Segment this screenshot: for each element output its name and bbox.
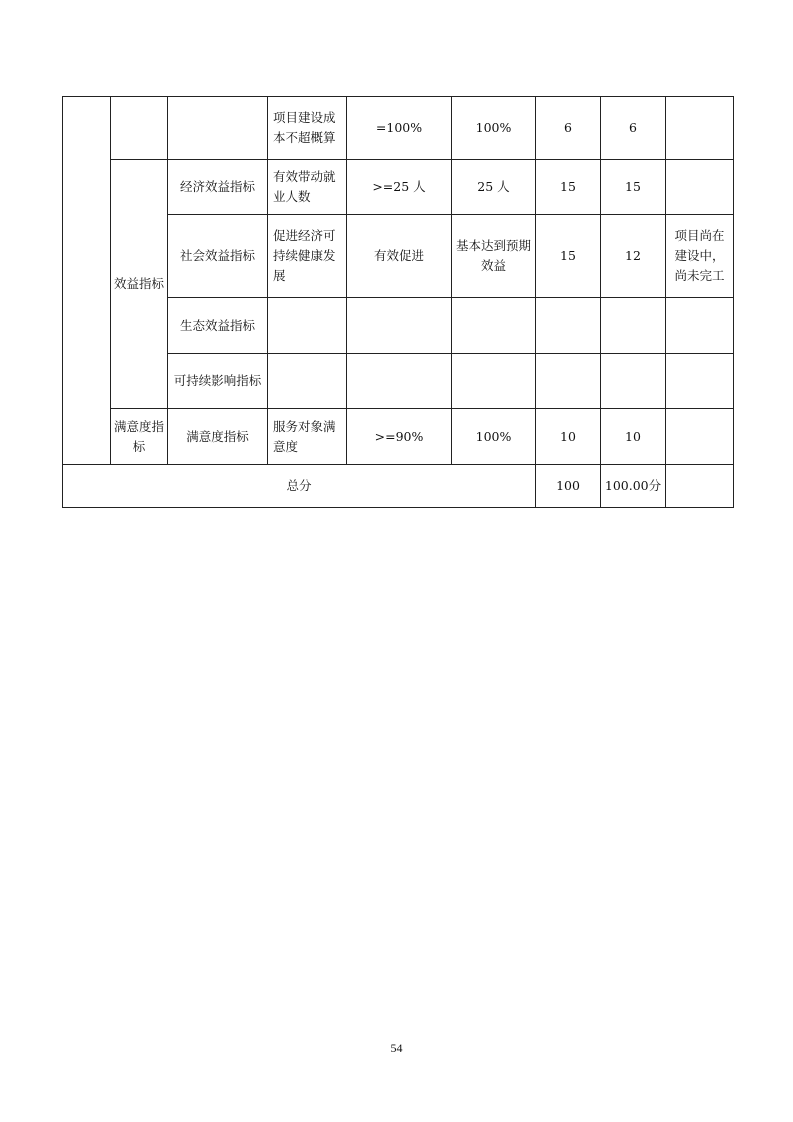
indicator-cell xyxy=(268,298,347,354)
score-cell xyxy=(601,354,666,409)
target-cell: >=90% xyxy=(347,409,452,465)
actual-cell: 25 人 xyxy=(452,160,536,215)
score-cell: 6 xyxy=(601,97,666,160)
weight-cell: 15 xyxy=(536,215,601,298)
level3-cell: 社会效益指标 xyxy=(168,215,268,298)
table-row-satisfaction xyxy=(63,409,734,465)
weight-cell: 10 xyxy=(536,409,601,465)
level2-cell-blank xyxy=(111,97,168,160)
score-cell: 12 xyxy=(601,215,666,298)
actual-cell xyxy=(452,298,536,354)
total-weight-cell: 100 xyxy=(536,465,601,508)
score-cell: 15 xyxy=(601,160,666,215)
weight-cell xyxy=(536,298,601,354)
performance-evaluation-table xyxy=(62,96,734,508)
indicator-cell: 促进经济可持续健康发展 xyxy=(268,215,347,298)
indicator-cell xyxy=(268,354,347,409)
score-cell xyxy=(601,298,666,354)
level3-cell: 经济效益指标 xyxy=(168,160,268,215)
satisfaction-group-cell: 满意度指标 xyxy=(111,409,168,465)
note-cell: 项目尚在建设中，尚未完工 xyxy=(666,215,734,298)
level3-cell: 满意度指标 xyxy=(168,409,268,465)
table-row-economic xyxy=(63,160,734,215)
weight-cell: 15 xyxy=(536,160,601,215)
target-cell xyxy=(347,354,452,409)
total-note-cell xyxy=(666,465,734,508)
indicator-cell: 有效带动就业人数 xyxy=(268,160,347,215)
level1-cell-blank xyxy=(63,97,111,465)
total-label-cell: 总分 xyxy=(63,465,536,508)
level3-cell: 生态效益指标 xyxy=(168,298,268,354)
page-number: 54 xyxy=(390,1041,403,1055)
note-cell xyxy=(666,160,734,215)
table-row-total xyxy=(63,465,734,508)
score-cell: 10 xyxy=(601,409,666,465)
actual-cell xyxy=(452,354,536,409)
total-score-cell: 100.00分 xyxy=(601,465,666,508)
weight-cell: 6 xyxy=(536,97,601,160)
indicator-cell: 服务对象满意度 xyxy=(268,409,347,465)
note-cell xyxy=(666,354,734,409)
actual-cell: 基本达到预期效益 xyxy=(452,215,536,298)
target-cell xyxy=(347,298,452,354)
actual-cell: 100% xyxy=(452,97,536,160)
weight-cell xyxy=(536,354,601,409)
target-cell: 有效促进 xyxy=(347,215,452,298)
table-row-cost xyxy=(63,97,734,160)
benefit-group-cell: 效益指标 xyxy=(111,160,168,409)
note-cell xyxy=(666,409,734,465)
level3-cell: 可持续影响指标 xyxy=(168,354,268,409)
note-cell xyxy=(666,298,734,354)
level3-cell-blank xyxy=(168,97,268,160)
target-cell: >=25 人 xyxy=(347,160,452,215)
note-cell xyxy=(666,97,734,160)
indicator-cell: 项目建设成本不超概算 xyxy=(268,97,347,160)
target-cell: =100% xyxy=(347,97,452,160)
actual-cell: 100% xyxy=(452,409,536,465)
